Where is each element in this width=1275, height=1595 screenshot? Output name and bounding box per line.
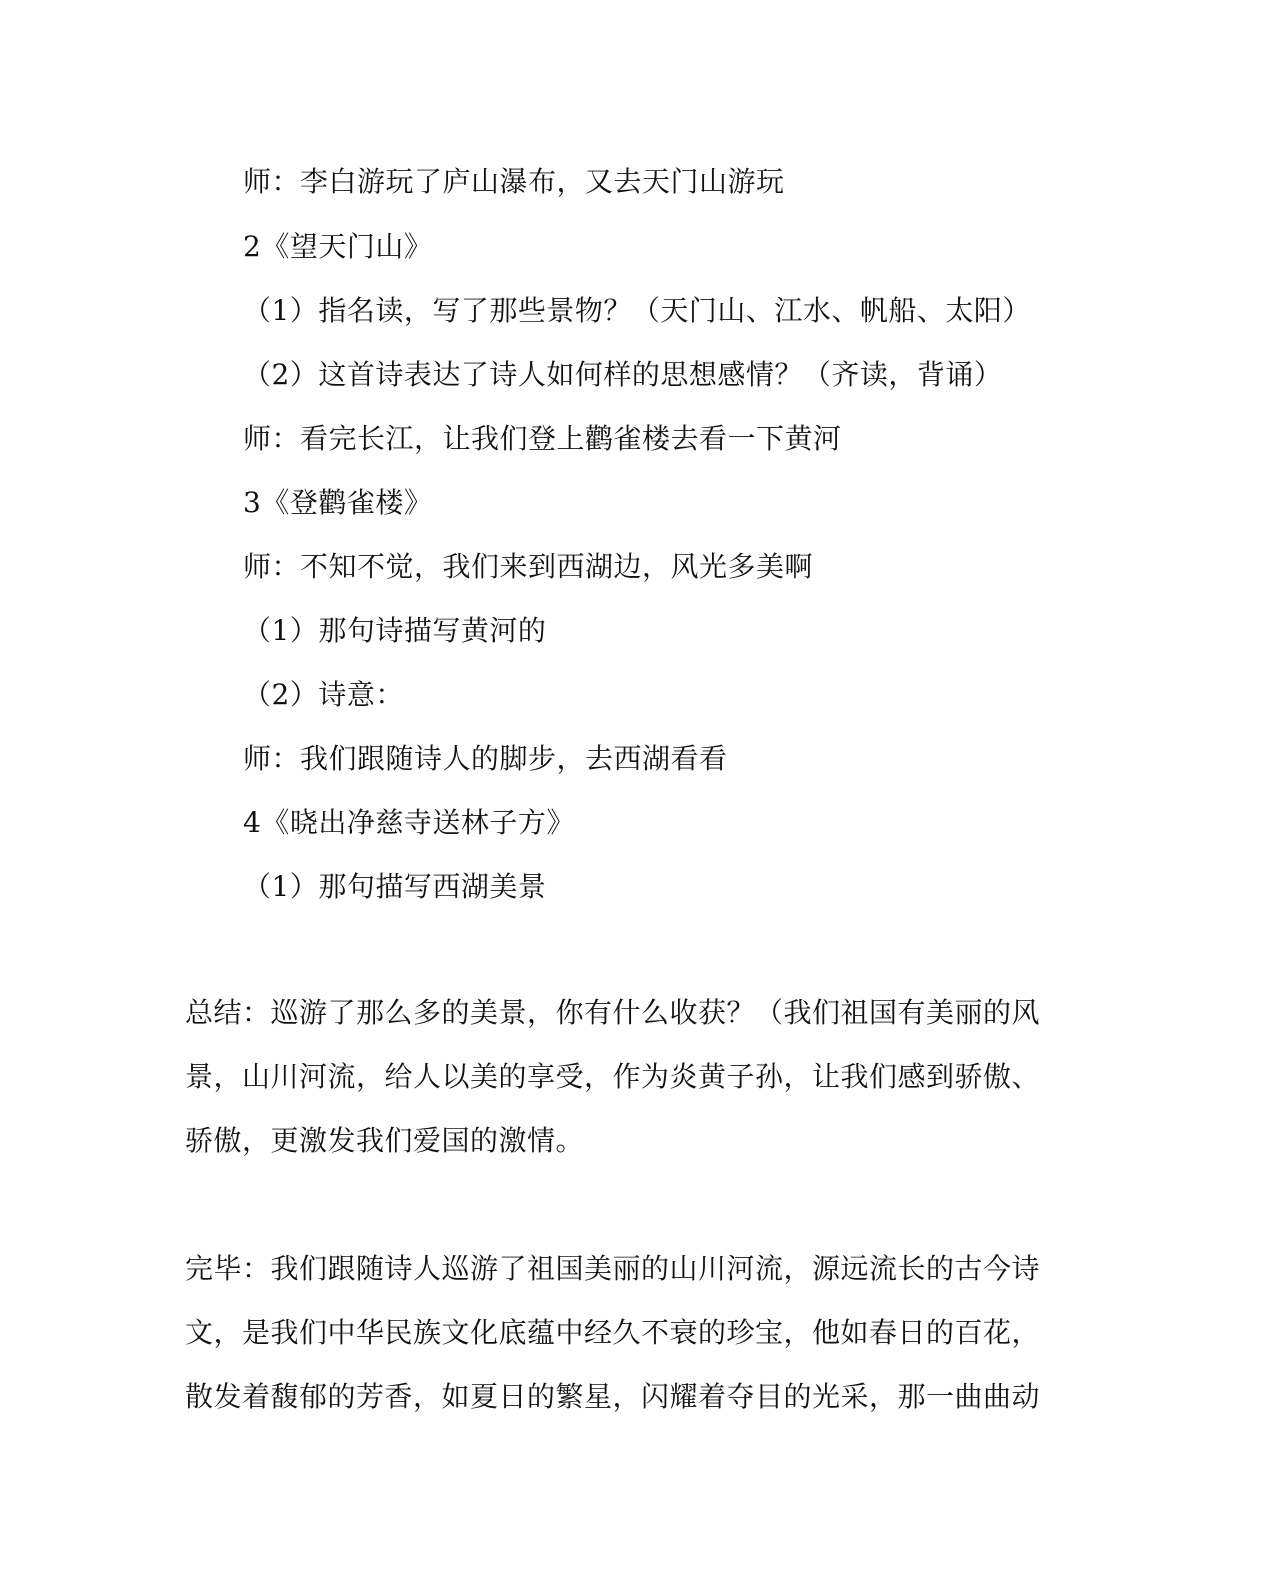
- text-line: （1）指名读，写了那些景物？（天门山、江水、帆船、太阳）: [243, 294, 1031, 327]
- text-line: 师：李白游玩了庐山瀑布，又去天门山游玩: [243, 165, 785, 198]
- text-line: 师：我们跟随诗人的脚步，去西湖看看: [243, 742, 728, 775]
- summary-line: 总结：巡游了那么多的美景，你有什么收获？（我们祖国有美丽的风: [185, 996, 1041, 1029]
- text-line: （2）这首诗表达了诗人如何样的思想感情？（齐读，背诵）: [243, 358, 1003, 391]
- ending-line: 完毕：我们跟随诗人巡游了祖国美丽的山川河流，源远流长的古今诗: [185, 1252, 1041, 1285]
- text-line: 3《登鹳雀楼》: [243, 486, 433, 519]
- summary-line: 骄傲，更激发我们爱国的激情。: [185, 1124, 585, 1157]
- summary-line: 景，山川河流，给人以美的享受，作为炎黄子孙，让我们感到骄傲、: [185, 1060, 1041, 1093]
- ending-line: 散发着馥郁的芳香，如夏日的繁星，闪耀着夺目的光采，那一曲曲动: [185, 1380, 1041, 1413]
- text-line: （2）诗意：: [243, 678, 404, 711]
- text-line: （1）那句描写西湖美景: [243, 870, 547, 903]
- ending-line: 文，是我们中华民族文化底蕴中经久不衰的珍宝，他如春日的百花，: [185, 1316, 1041, 1349]
- text-line: 2《望天门山》: [243, 230, 433, 263]
- text-line: 师：看完长江，让我们登上鹳雀楼去看一下黄河: [243, 422, 842, 455]
- text-line: 师：不知不觉，我们来到西湖边，风光多美啊: [243, 550, 814, 583]
- text-line: 4《晓出净慈寺送林子方》: [243, 806, 575, 839]
- text-line: （1）那句诗描写黄河的: [243, 614, 547, 647]
